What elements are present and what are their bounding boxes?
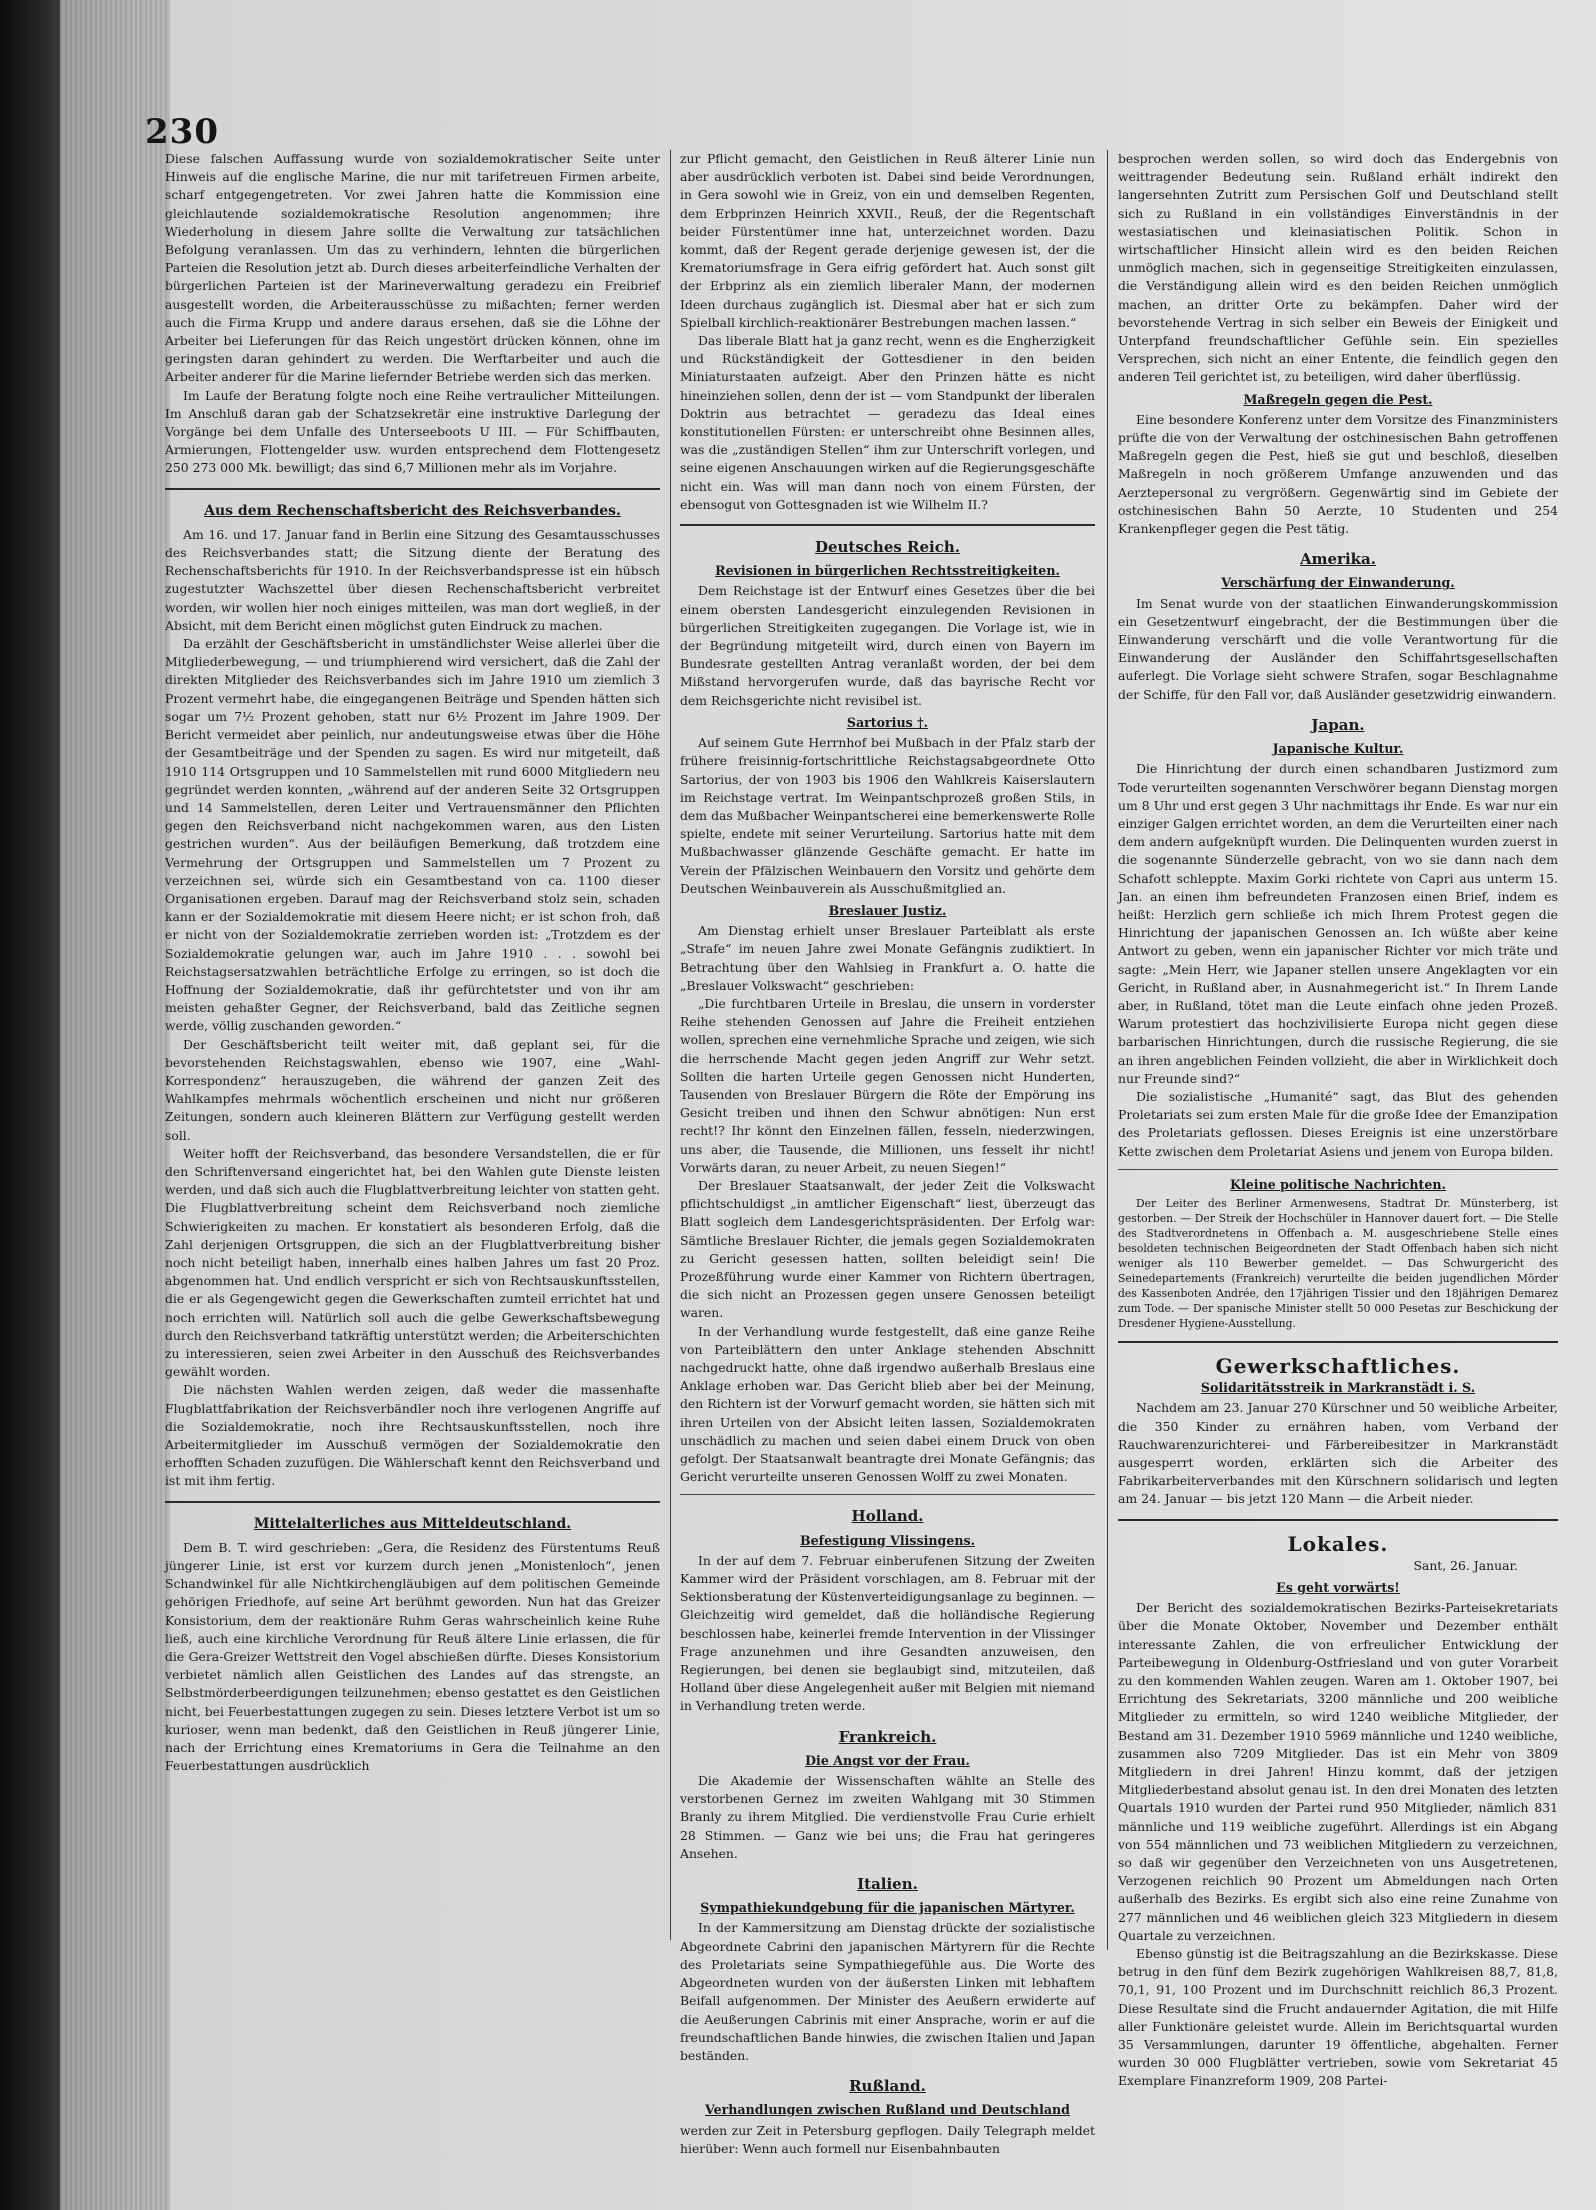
col1-paragraph-3: Am 16. und 17. Januar fand in Berlin eine Sitzung des Gesamtausschusses des Reichsverbandes statt; die Sitzung diente der Beratung des Rechenschaftsberichts für 1910. In der Reichsverbandspresse ist ein hübsch zugestutzter Wachszettel über diesen Rechenschaftsbericht verbreitet worden, wir wollen hier noch einiges mitteilen, was man dort wegließ, in der Absicht, mit dem Bericht einen möglichst guten Eindruck zu machen.: [165, 526, 660, 633]
col1-paragraph-6: Weiter hofft der Reichsverband, das besondere Versandstellen, die er für den Schriftenversand eingerichtet hat, bei den Wahlen gute Dienste leisten werden, und daß sich auch die Flugblattverbreitung leichter von statten geht. Die Flugblattverbreitung scheint dem Reichsverband noch ziemliche Schwierigkeiten zu machen. Er konstatiert als besonderen Erfolg, daß die Zahl derjenigen Ortsgruppen, die sich an der Flugblattverbreitung bisher noch nicht beteiligt haben, innerhalb eines halben Jahres um fast 20 Proz. abgenommen hat. Und endlich verspricht er sich von Rechtsauskunftsstellen, die er als Gegengewicht gegen die Gewerkschaften zumteil errichtet hat und noch errichten will. Natürlich soll auch die gelbe Gewerkschaftsbewegung durch den Reichsverband tatkräftig unterstützt werden; die Arbeiterschichten zu interessieren, seien zwei Arbeiter in den Ausschuß des Reichsverbandes gewählt worden.: [165, 1145, 660, 1380]
book-spine: [0, 0, 60, 2210]
dateline: Sant, 26. Januar.: [1413, 1557, 1518, 1573]
subhead-vlissingen: Befestigung Vlissingens.: [800, 1532, 975, 1548]
col2-paragraph-8: In der Verhandlung wurde festgestellt, daß eine ganze Reihe von Parteiblättern den unter Anklage stehenden Abschnitt nachgedruckt hatte, ohne daß irgendwo außerhalb Breslaus eine Anklage erhoben war. Das Gericht blieb aber bei der Meinung, den Richtern ist der Vorwurf gemacht worden, sie hätten sich mit ihren Urteilen von der Absicht leiten lassen, Sozialdemokraten unschädlich zu machen und seien dabei einem Druck von oben gefolgt. Der Staatsanwalt beantragte drei Monate Gefängnis; das Gericht verurteilte unseren Genossen Wolff zu zwei Monaten.: [680, 1323, 1095, 1485]
col1-paragraph-2: Im Laufe der Beratung folgte noch eine Reihe vertraulicher Mitteilungen. Im Anschluß daran gab der Schatzsekretär eine instruktive Darlegung der Vorgänge bei dem Unfalle des Unterseeboots U III. — Für Schiffbauten, Armierungen, Flottengelder usw. wurden entsprechend dem Flottengesetz 250 273 000 Mk. bewilligt; das sind 6,7 Millionen mehr als im Vorjahre.: [165, 387, 660, 476]
subhead-einwanderung: Verschärfung der Einwanderung.: [1221, 575, 1455, 591]
section-frankreich: Frankreich.: [838, 1727, 937, 1746]
headline-reichsverband: Aus dem Rechenschaftsbericht des Reichsverbandes.: [204, 502, 621, 519]
col3-paragraph-4: Die Hinrichtung der durch einen schandbaren Justizmord zum Tode verurteilten sogenannten Verschwörer begann Dienstag morgen um 8 Uhr und erst gegen 3 Uhr nachmittags ihr Ende. Es war nur ein einziger Galgen errichtet worden, an dem die Verurteilten einer nach dem andern aufgeknüpft wurden. Die Delinquenten wurden zuerst in die sogenannte Sünderzelle gebracht, von wo sie dann nach dem Schafott schleppte. Maxim Gorki richtete von Capri aus unterm 15. Jan. an einen ihm befreundeten Franzosen einen Brief, indem es heißt: Herzlich gern schließe ich mich Ihrem Protest gegen die Hinrichtung der japanischen Genossen an. Ich wüßte aber keine Antwort zu geben, wenn ein japanischer Richter vor mich träte und sagte: „Mein Herr, wie Japaner stellen unsere Angeklagten vor ein Gericht, in Rußland aber, in Ausnahmegericht ist.“ In Ihrem Lande aber, in Rußland, tötet man die Leute einfach ohne jeden Prozeß. Warum protestiert das hochzivilisierte Europa nicht gegen diese barbarischen Hinrichtungen, durch die russische Regierung, die sie an ihren angeblichen Feinden vollzieht, die aber in Wirklichkeit doch nur Freunde sind?“: [1118, 761, 1558, 1086]
section-italien: Italien.: [857, 1875, 918, 1894]
col1-paragraph-1: Diese falschen Auffassung wurde von sozialdemokratischer Seite unter Hinweis auf die englische Marine, die nur mit tarifetreuen Firmen arbeite, scharf entgegengetreten. Vor zwei Jahren hatte die Kommission eine gleichlautende sozialdemokratische Resolution angenommen; ihre Wiederholung in diesem Jahre sollte die Verwaltung zur tatsächlichen Befolgung veranlassen. Um das zu verhindern, lehnten die bürgerlichen Parteien die Resolution jetzt ab. Durch dieses arbeiterfeindliche Verhalten der bürgerlichen Parteien ist der Marineverwaltung geradezu ein Freibrief ausgestellt worden, die Arbeiterausschüsse zu mißachten; ferner werden auch die Firma Krupp und andere daraus ersehen, daß sie die Löhne der Arbeiter bei Lieferungen für das Reich ungestört drücken können, ohne im geringsten daran gehindert zu werden. Die Werftarbeiter und auch die Arbeiter anderer für die Marine liefernder Betriebe werden sich das merken.: [165, 151, 660, 385]
col2-paragraph-10: Die Akademie der Wissenschaften wählte an Stelle des verstorbenen Gernez im zweiten Wahlgang mit 30 Stimmen Branly zu ihrem Mitglied. Die verdienstvolle Frau Curie erhielt 28 Stimmen. — Ganz wie bei uns; die Frau hat geringeres Ansehen.: [680, 1773, 1095, 1861]
column-1: [165, 150, 660, 1980]
col1-paragraph-5: Der Geschäftsbericht teilt weiter mit, daß geplant sei, für die bevorstehenden Reichstagswahlen, ebenso wie 1907, eine „Wahl-Korrespondenz“ herauszugeben, die während der ganzen Zeit des Wahlkampfes mehrmals wöchentlich erscheinen und nicht nur größeren Zeitungen, sondern auch kleineren Blättern zur Verfügung gestellt werden soll.: [165, 1036, 660, 1143]
subhead-revisionen: Revisionen in bürgerlichen Rechtsstreitigkeiten.: [715, 563, 1060, 579]
column-2: [680, 150, 1095, 2156]
col2-paragraph-3: Dem Reichstage ist der Entwurf eines Gesetzes über die bei einem obersten Landesgericht einzulegenden Revisionen in bürgerlichen Streitigkeiten zugegangen. Die Vorlage ist, wie in der Begründung mitgeteilt wird, durch einen von Bayern im Bundesrate gestellten Antrag veranlaßt worden, der bei dem Mißstand hervorgerufen wurde, daß das bayrische Recht vor dem Reichsgerichte nicht revisibel ist.: [680, 583, 1095, 708]
section-rule: [165, 1501, 660, 1503]
section-amerika: Amerika.: [1300, 550, 1376, 569]
col1-paragraph-7: Die nächsten Wahlen werden zeigen, daß weder die massenhafte Flugblattfabrikation der Reichsverbändler noch ihre verlogenen Angriffe auf die Sozialdemokratie, noch ihre Rechtsauskunftsstellen, noch ihre Arbeitermitglieder im Ausschuß vermögen der Sozialdemokratie den erhofften Schaden zuzufügen. Die Wählerschaft kennt den Reichsverband und ist mit ihm fertig.: [165, 1382, 660, 1489]
col2-paragraph-9: In der auf dem 7. Februar einberufenen Sitzung der Zweiten Kammer wird der Präsident vorschlagen, am 8. Februar mit der Sektionsberatung der Küstenverteidigungsanlage zu beginnen. — Gleichzeitig wird gemeldet, daß die holländische Regierung beschlossen habe, keinerlei fremde Intervention in der Vlissinger Frage anzunehmen und ihre Gesandten anzuweisen, den Regierungen, bei denen sie beglaubigt sind, mitzuteilen, daß Holland über diese Angelegenheit außer mit Belgien mit niemand in Verhandlung treten werde.: [680, 1552, 1095, 1714]
section-rule: [1118, 1169, 1558, 1170]
section-lokales: Lokales.: [1287, 1531, 1389, 1556]
col2-paragraph-7: Der Breslauer Staatsanwalt, der jeder Zeit die Volkswacht pflichtschuldigst „in amtlicher Eigenschaft“ liest, überzeugt das Blatt sogleich dem Landesgerichtspräsidenten. Der Erfolg war: Sämtliche Breslauer Richter, die jemals gegen Sozialdemokraten zu Gericht gesessen hatten, sollten beleidigt sein! Die Prozeßführung wurde einer Kammer von Richtern übertragen, die sich nicht an Prozessen gegen unsere Genossen beteiligt waren.: [680, 1177, 1095, 1321]
subhead-solidaritaetsstreik: Solidaritätsstreik in Markranstädt i. S.: [1200, 1380, 1476, 1396]
section-japan: Japan.: [1311, 715, 1365, 734]
column-3: [1118, 150, 1558, 2089]
section-rule: [680, 1494, 1095, 1495]
section-rule: [1118, 1519, 1558, 1521]
section-rule: [1118, 1341, 1558, 1343]
section-rule: [680, 524, 1095, 526]
col2-paragraph-1: zur Pflicht gemacht, den Geistlichen in Reuß älterer Linie nun aber ausdrücklich verboten ist. Dabei sind beide Verordnungen, in Gera sowohl wie in Greiz, von ein und demselben Regenten, dem Erbprinzen Heinrich XXVII., Reuß, der die Regentschaft beider Fürstentümer inne hat, unterzeichnet worden. Dazu kommt, daß der Regent gerade derjenige gewesen ist, der die Krematoriumsfrage in Gera eifrig gefördert hat. Auch sonst gilt der Erbprinz als ein ziemlich liberaler Mann, der modernen Ideen durchaus zugänglich ist. Diesmal aber hat er sich zum Spielball kirchlich-reaktionärer Bestrebungen machen lassen.“: [680, 151, 1095, 330]
subhead-japanische-kultur: Japanische Kultur.: [1272, 741, 1404, 757]
column-divider-1: [670, 150, 671, 1940]
col2-paragraph-6: „Die furchtbaren Urteile in Breslau, die unsern in vorderster Reihe stehenden Genossen auf Jahre die Freiheit entziehen wollen, sprechen eine vernehmliche Sprache und zeigen, wie sich die herrschende Macht gegen jeden Angriff zur Wehr setzt. Sollten die harten Urteile gegen Genossen nicht Hunderten, Tausenden von Breslauer Bürgern die Röte der Empörung ins Gesicht treiben und ihnen den Schwur abnötigen: Nun erst recht!? Ihr könnt den Einzelnen fällen, fesseln, niederzwingen, uns aber, die Tausende, die Millionen, uns fesselt ihr nicht! Vorwärts daran, zu neuer Arbeit, zu neuen Siegen!“: [680, 995, 1095, 1175]
col3-paragraph-6: Der Leiter des Berliner Armenwesens, Stadtrat Dr. Münsterberg, ist gestorben. — Der Streik der Hochschüler in Hannover dauert fort. — Die Stelle des Stadtverordnetens in Offenbach a. M. ausgeschriebene Stelle eines besoldeten technischen Beigeordneten der Stadt Offenbach haben sich nicht weniger als 110 Bewerber gemeldet. — Das Schwurgericht des Seinedepartements (Frankreich) verurteilte die beiden jugendlichen Mörder des Kassenboten Andrée, den 17jährigen Tissier und den 18jährigen Demarez zum Tode. — Der spanische Minister stellt 50 000 Pesetas zur Beschickung der Dresdener Hygiene-Ausstellung.: [1118, 1196, 1558, 1330]
col3-paragraph-9: Ebenso günstig ist die Beitragszahlung an die Bezirkskasse. Diese betrug in den fünf dem Bezirk zugehörigen Wahlkreisen 88,7, 81,8, 70,1, 91, 100 Prozent und im Durchschnitt reichlich 86,3 Prozent. Diese Resultate sind die Frucht andauernder Agitation, die mit Hilfe aller Funktionäre geleistet wurde. Allein im Berichtsquartal wurden 35 Versammlungen, darunter 19 öffentliche, abgehalten. Ferner wurden 30 000 Flugblätter vertrieben, sowie vom Sekretariat 45 Exemplare Finanzreform 1909, 208 Partei-: [1118, 1946, 1558, 2089]
col1-paragraph-4: Da erzählt der Geschäftsbericht in umständlichster Weise allerlei über die Mitgliederbewegung, — und triumphierend wird versichert, daß die Zahl der direkten Mitglieder des Reichsverbandes sich im Jahre 1910 um ziemlich 3 Prozent vermehrt habe, die eingegangenen Beiträge und Spenden hätten sich sogar um 7½ Prozent gehoben, statt nur 6½ Prozent im Jahre 1909. Der Bericht vermeidet aber peinlich, nur andeutungsweise etwas über die Höhe der Gesamtbeiträge und der Spenden zu sagen. Es wird nur mitgeteilt, daß 1910 114 Ortsgruppen und 10 Sammelstellen mit rund 6000 Mitgliedern neu gegründet werden konnten, „während auf der anderen Seite 32 Ortsgruppen und 14 Sammelstellen, deren Leiter und Vertrauensmänner den Pflichten gegen den Reichsverband nicht nachgekommen waren, aus den Listen gestrichen wurden“. Aus der beiläufigen Bemerkung, daß trotzdem eine Vermehrung der Ortsgruppen und Sammelstellen um 7 Prozent zu verzeichnen sei, würde sich ein Gesamtbestand von ca. 1100 dieser Organisationen ergeben. Darauf mag der Reichsverband stolz sein, schaden kann er der Sozialdemokratie mit diesem Heere nicht; er ist schon froh, daß er nicht von der Sozialdemokratie zerrieben worden ist: „Trotzdem es der Sozialdemokratie gelungen war, auch im Jahre 1910 . . . sowohl bei Reichstagsersatzwahlen beträchtliche Erfolge zu erringen, so ist doch die Hoffnung der Sozialdemokratie, daß ihr gefürchtetster und von ihr am meisten gehaßter Gegner, der Reichsverband, bald das Zeitliche segnen werde, völlig zuschanden geworden.“: [165, 636, 660, 1034]
section-deutsches-reich: Deutsches Reich.: [814, 538, 961, 557]
section-rule: [165, 488, 660, 490]
headline-mittelalterliches: Mittelalterliches aus Mitteldeutschland.: [253, 1515, 572, 1532]
column-divider-2: [1107, 150, 1108, 1950]
col2-paragraph-12: werden zur Zeit in Petersburg gepflogen. Daily Telegraph meldet hierüber: Wenn auch formell nur Eisenbahnbauten: [680, 2122, 1095, 2156]
subhead-kleine-nachrichten: Kleine politische Nachrichten.: [1230, 1176, 1446, 1192]
section-gewerkschaftliches: Gewerkschaftliches.: [1215, 1353, 1461, 1378]
subhead-sartorius: Sartorius †.: [846, 714, 929, 730]
subhead-angst-vor-der-frau: Die Angst vor der Frau.: [805, 1752, 970, 1768]
col2-paragraph-4: Auf seinem Gute Herrnhof bei Mußbach in der Pfalz starb der frühere freisinnig-fortschrittliche Reichstagsabgeordnete Otto Sartorius, der von 1903 bis 1906 den Wahlkreis Kaiserslautern im Reichstage vertrat. Im Weinpantschprozeß großen Stils, in dem das Mußbacher Weinpantscherei eine bemerkenswerte Rolle spielte, endete mit seiner Verurteilung. Sartorius hatte mit dem Mußbachwasser glänzende Geschäfte gemacht. Er hatte im Verein der Pfälzischen Weinbauern den Vorsitz und gehörte dem Deutschen Weinbauverein als Ausschußmitglied an.: [680, 735, 1095, 896]
subhead-pest: Maßregeln gegen die Pest.: [1243, 391, 1433, 407]
page-gutter-shadow: [60, 0, 170, 2210]
col3-paragraph-5: Die sozialistische „Humanité“ sagt, das Blut des gehenden Proletariats sei zum ersten Male für die große Idee der Emanzipation des Proletariats geflossen. Dieses Ereignis ist eine unzerstörbare Kette zwischen dem Proletariat Asiens und jenem von Europa bilden.: [1118, 1088, 1558, 1159]
col3-paragraph-2: Eine besondere Konferenz unter dem Vorsitze des Finanzministers prüfte die von der Verwaltung der ostchinesischen Bahn getroffenen Maßregeln gegen die Pest, hieß sie gut und beschloß, dieselben Maßregeln in noch größerem Umfange anzuwenden und das Aerztepersonal zu vergrößern. Gegenwärtig sind im Gebiete der ostchinesischen Bahn 50 Aerzte, 10 Studenten und 254 Krankenpfleger gegen die Pest tätig.: [1118, 411, 1558, 537]
col1-paragraph-8: Dem B. T. wird geschrieben: „Gera, die Residenz des Fürstentums Reuß jüngerer Linie, ist erst vor kurzem durch jenen „Monistenloch“, jenen Schandwinkel für alle Nichtkirchengläubigen auf dem politischen Gemeinde gehörigen Friedhofe, auf seine Art berühmt geworden. Nun hat das Greizer Konsistorium, dem der reaktionäre Ruhm Geras wahrscheinlich keine Ruhe ließ, auch eine kirchliche Verordnung für Reuß ältere Linie erlassen, die für die Gera-Greizer Wettstreit den Vogel abschießen dürfte. Dieses Konsistorium verbietet nämlich allen Geistlichen des Landes auf das strengste, an Selbstmörderbeerdigungen teilzunehmen; ebenso gestattet es den Geistlichen nicht, bei Feuerbestattungen zugegen zu sein. Dieses letztere Verbot ist um so kurioser, wenn man bedenkt, daß den Geistlichen in Reuß jüngerer Linie, nach der Errichtung eines Krematoriums in Gera die Teilnahme an den Feuerbestattungen ausdrücklich: [165, 1539, 661, 1774]
col3-paragraph-3: Im Senat wurde von der staatlichen Einwanderungskommission ein Gesetzentwurf eingebracht, der die Bestimmungen über die Einwanderung verschärft und die volle Verantwortung für die Einwanderung der Ausländer den Schiffahrtsgesellschaften auferlegt. Die Vorlage sieht schwere Strafen, sogar Beschlagnahme der Schiffe, für den Fall vor, daß Ausländer gesetzwidrig einwandern.: [1118, 595, 1558, 702]
col3-paragraph-7: Nachdem am 23. Januar 270 Kürschner und 50 weibliche Arbeiter, die 350 Kinder zu ernähren haben, vom Verband der Rauchwarenzurichterei- und Färbereibesitzer in Markranstädt ausgesperrt worden, erklärten sich die Arbeiter des Fabrikarbeiterverbandes mit den Kürschnern solidarisch und legten am 24. Januar — bis jetzt 120 Mann — die Arbeit nieder.: [1118, 1400, 1558, 1507]
subhead-verhandlungen: Verhandlungen zwischen Rußland und Deutschland: [705, 2102, 1070, 2118]
col2-paragraph-11: In der Kammersitzung am Dienstag drückte der sozialistische Abgeordnete Cabrini den japanischen Märtyrern für die Rechte des Proletariats seine Sympathiegefühle aus. Die Worte des Abgeordneten wurden von der äußersten Linken mit lebhaftem Beifall aufgenommen. Der Minister des Aeußern erwiderte auf die Aeußerungen Cabrinis mit einer Ansprache, worin er auf die freundschaftlichen Bande hinwies, die zwischen Italien und Japan beständen.: [680, 1920, 1095, 2063]
subhead-breslauer-justiz: Breslauer Justiz.: [828, 902, 947, 918]
subhead-sympathiekundgebung: Sympathiekundgebung für die japanischen Märtyrer.: [700, 1900, 1075, 1916]
col2-paragraph-2: Das liberale Blatt hat ja ganz recht, wenn es die Engherzigkeit und Rückständigkeit der Gottesdiener in den beiden Miniaturstaaten aufzeigt. Aber den Prinzen hätte es nicht hineinziehen sollen, denn der ist — vom Standpunkt der liberalen Doktrin aus betrachtet — geradezu das Ideal eines konstitutionellen Fürsten: er unterschreibt ohne Besinnen alles, was die „zuständigen Stellen“ ihm zur Unterschrift vorlegen, und seine eigenen Anschauungen wirken auf die Regierungsgeschäfte nicht ein. Was will man dann noch von einem Fürsten, der ebensogut von Gottesgnaden ist wie Wilhelm II.?: [680, 333, 1095, 512]
section-russland: Rußland.: [849, 2077, 926, 2096]
col2-paragraph-5: Am Dienstag erhielt unser Breslauer Parteiblatt als erste „Strafe“ im neuen Jahre zwei Monate Gefängnis zudiktiert. In Betrachtung über den Wahlsieg in Frankfurt a. O. hatte die „Breslauer Volkswacht“ geschrieben:: [680, 923, 1095, 993]
subhead-es-geht-vorwaerts: Es geht vorwärts!: [1276, 1580, 1400, 1595]
section-holland: Holland.: [851, 1507, 924, 1526]
page-number: 230: [145, 112, 219, 152]
col3-paragraph-8: Der Bericht des sozialdemokratischen Bezirks-Parteisekretariats über die Monate Oktober, November und Dezember enthält interessante Zahlen, die von erfreulicher Entwicklung der Parteibewegung in Oldenburg-Ostfriesland und von guter Vorarbeit zu den kommenden Wahlen zeugen. Waren am 1. Oktober 1907, bei Errichtung des Sekretariats, 3200 männliche und 200 weibliche Mitglieder zu ermitteln, so wird 1240 weibliche Mitglieder, der Bestand am 31. Dezember 1910 5969 männliche und 1240 weibliche, zusammen also 7209 Mitglieder. Das ist ein Mehr von 3809 Mitgliedern in drei Jahren! Hinzu kommt, daß der jetzigen Mitgliederbestand absolut genau ist. In den drei Monaten des letzten Quartals 1910 wurden der Partei rund 950 Mitglieder, nämlich 831 männliche und 119 weibliche zugeführt. Allerdings ist ein Abgang von 554 männlichen und 73 weiblichen Mitgliedern zu verzeichnen, so daß wir gegenüber den Verzeichneten von uns Ausgetretenen, Verzogenen reichlich 90 Prozent um Abmeldungen nach Orten außerhalb des Bezirks. Es ergibt sich also eine reine Zunahme von 277 männlichen und 46 weiblichen gleich 323 Mitgliedern in diesem Quartale zu verzeichnen.: [1118, 1600, 1558, 1943]
col3-paragraph-1: besprochen werden sollen, so wird doch das Endergebnis von weittragender Bedeutung sein. Rußland erhält indirekt den langersehnten Zutritt zum Persischen Golf und Deutschland stellt sich zu Rußland in ein vollständiges Einverständnis in der westasiatischen und kleinasiatischen Politik. Schon in wirtschaftlicher Hinsicht allein wird es den beiden Reichen unmöglich machen, sich in gegenseitige Streitigkeiten einzulassen, die Verständigung allein wird es den beiden Reichen unmöglich machen, an dritter Orte zu bekämpfen. Daher wird der bevorstehende Vertrag in sich selber ein Beweis der Einigkeit und Unterpfand freundschaftlicher Gefühle sein. Ein spezielles Versprechen, sich nicht an einer Entente, die feindlich gegen den anderen Teil gerichtet ist, zu beteiligen, wird daher überflüssig.: [1118, 151, 1558, 385]
